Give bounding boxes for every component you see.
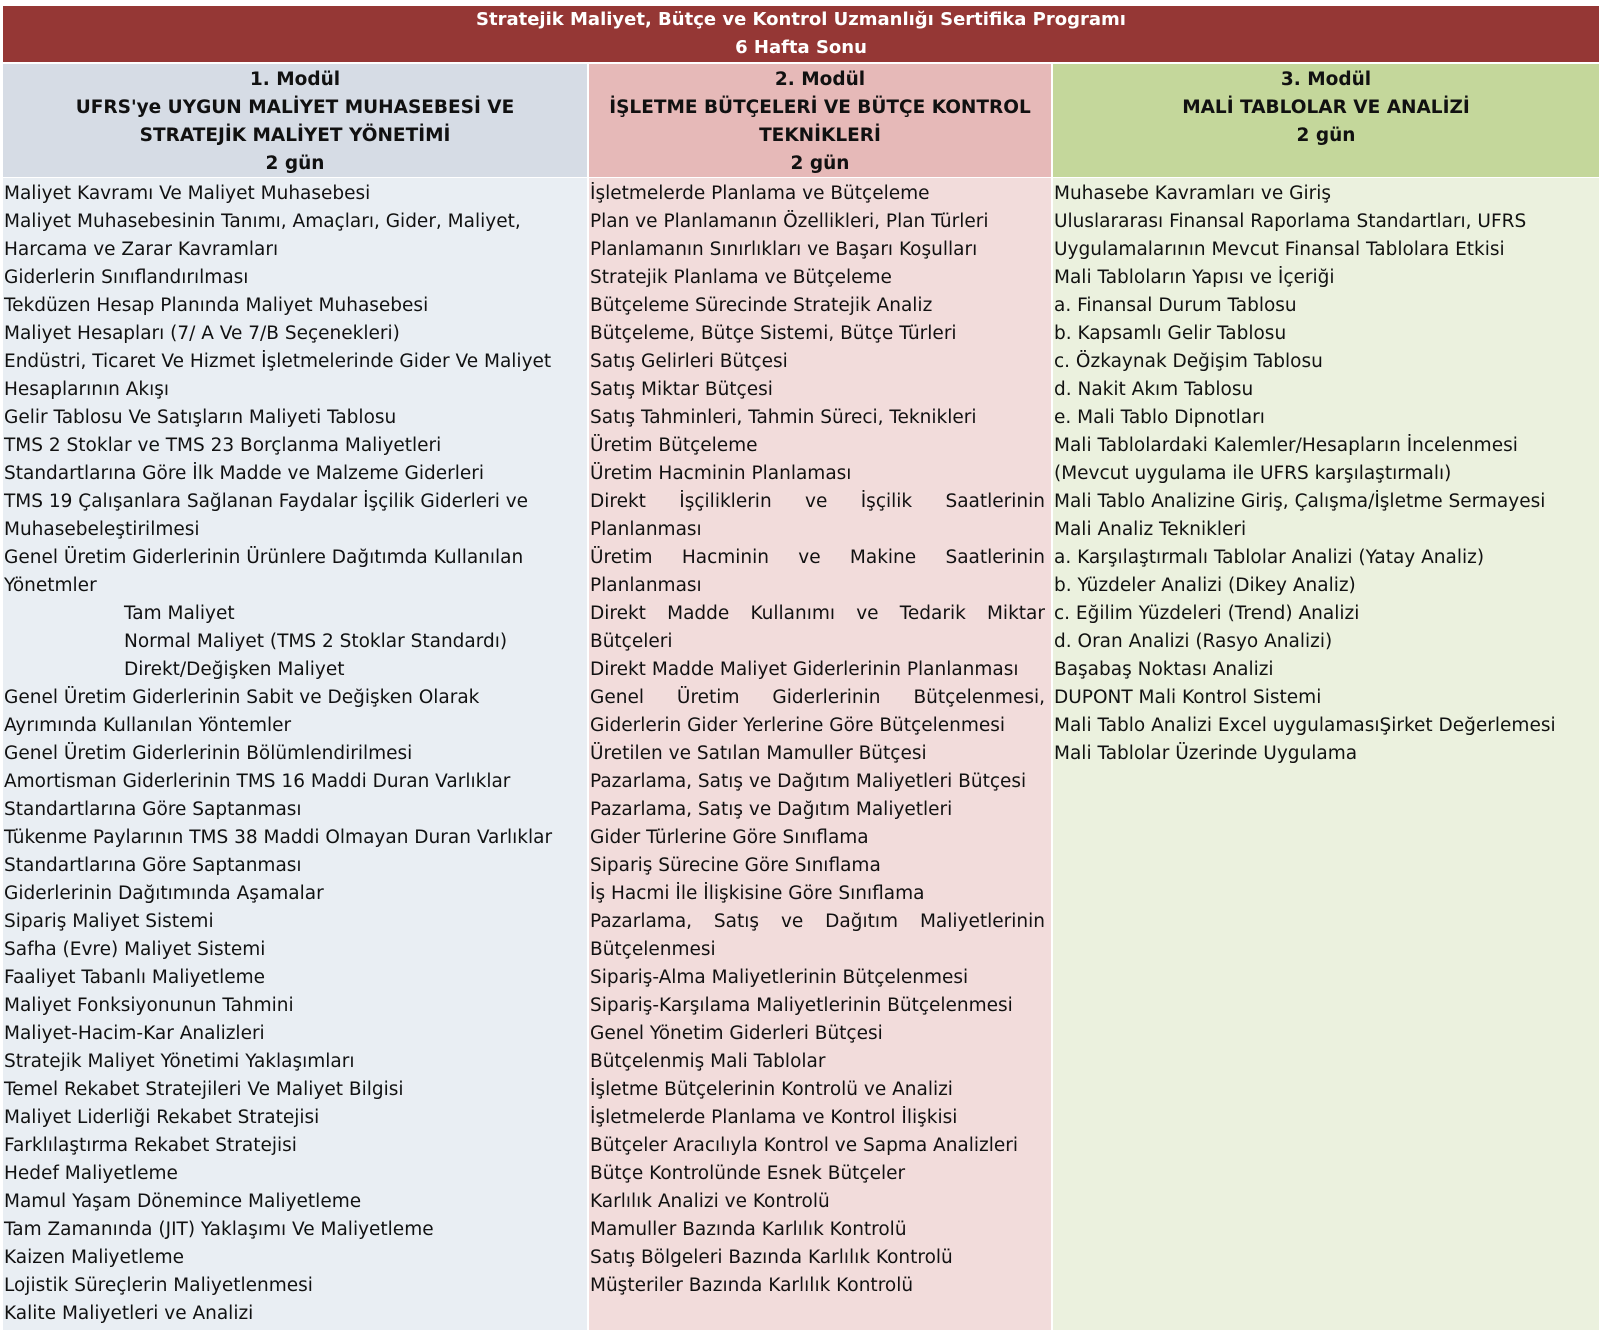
topic-line: Direkt Madde Kullanımı ve Tedarik Miktar bbox=[590, 603, 1045, 624]
topic-line: Bütçelenmesi bbox=[590, 939, 716, 960]
topic-line: Üretim Hacminin Planlaması bbox=[590, 463, 852, 484]
topic-line: Planlamanın Sınırlıkları ve Başarı Koşulları bbox=[590, 239, 978, 260]
topic-line: Genel Yönetim Giderleri Bütçesi bbox=[590, 1023, 883, 1044]
module-3-number: 3. Modül bbox=[1280, 69, 1372, 90]
topic-line: b. Yüzdeler Analizi (Dikey Analiz) bbox=[1054, 575, 1356, 596]
topic-line: Lojistik Süreçlerin Maliyetlenmesi bbox=[4, 1275, 313, 1296]
topic-line: Farklılaştırma Rekabet Stratejisi bbox=[4, 1135, 297, 1156]
topic-line: Harcama ve Zarar Kavramları bbox=[4, 239, 279, 260]
topic-line: Direkt Madde Maliyet Giderlerinin Planlanması bbox=[590, 659, 1019, 680]
topic-line: (Mevcut uygulama ile UFRS karşılaştırmalı) bbox=[1054, 463, 1452, 484]
topic-line: c. Özkaynak Değişim Tablosu bbox=[1054, 351, 1323, 372]
module-1-title-line-1: UFRS'ye UYGUN MALİYET MUHASEBESİ VE bbox=[75, 97, 515, 118]
module-2-topics bbox=[589, 178, 1051, 1330]
topic-line: Pazarlama, Satış ve Dağıtım Maliyetlerinin bbox=[590, 911, 1045, 932]
topic-line: Bütçeler Aracılıyla Kontrol ve Sapma Analizleri bbox=[590, 1135, 1019, 1156]
module-1-number: 1. Modül bbox=[249, 69, 341, 90]
topic-line: Bütçeleme Sürecinde Stratejik Analiz bbox=[590, 295, 933, 316]
module-3-duration: 2 gün bbox=[1296, 125, 1356, 146]
topic-line: Mali Tablo Analizine Giriş, Çalışma/İşletme Sermayesi bbox=[1054, 491, 1546, 512]
module-2-header bbox=[589, 64, 1051, 177]
topic-line: Endüstri, Ticaret Ve Hizmet İşletmelerinde Gider Ve Maliyet bbox=[4, 351, 552, 372]
topic-line: Safha (Evre) Maliyet Sistemi bbox=[4, 939, 266, 960]
topic-line: Stratejik Maliyet Yönetimi Yaklaşımları bbox=[4, 1051, 355, 1072]
program-duration: 6 Hafta Sonu bbox=[735, 37, 867, 58]
topic-line: Kalite Maliyetleri ve Analizi bbox=[4, 1303, 254, 1324]
topic-line: TMS 19 Çalışanlara Sağlanan Faydalar İşçilik Giderleri ve bbox=[4, 491, 529, 512]
topic-line: TMS 2 Stoklar ve TMS 23 Borçlanma Maliyetleri bbox=[4, 435, 442, 456]
topic-line: Satış Tahminleri, Tahmin Süreci, Teknikleri bbox=[590, 407, 977, 428]
topic-line: Sipariş-Alma Maliyetlerinin Bütçelenmesi bbox=[590, 967, 969, 988]
topic-line: a. Finansal Durum Tablosu bbox=[1054, 295, 1297, 316]
module-1-topics bbox=[3, 178, 587, 1330]
topic-line: Bütçeleri bbox=[590, 631, 673, 652]
topic-line: Faaliyet Tabanlı Maliyetleme bbox=[4, 967, 265, 988]
topic-line: Üretim Bütçeleme bbox=[590, 435, 758, 456]
topic-line: Müşteriler Bazında Karlılık Kontrolü bbox=[590, 1275, 914, 1296]
topic-line: Tükenme Paylarının TMS 38 Maddi Olmayan Duran Varlıklar bbox=[4, 827, 553, 848]
topic-line: İşletmelerde Planlama ve Bütçeleme bbox=[590, 183, 930, 204]
topic-line: Mamuller Bazında Karlılık Kontrolü bbox=[590, 1219, 907, 1240]
topic-line: Gelir Tablosu Ve Satışların Maliyeti Tablosu bbox=[4, 407, 397, 428]
module-1-duration: 2 gün bbox=[265, 153, 325, 174]
topic-line: Direkt/Değişken Maliyet bbox=[124, 659, 345, 680]
topic-line: a. Karşılaştırmalı Tablolar Analizi (Yatay Analiz) bbox=[1054, 547, 1485, 568]
topic-line: Planlanması bbox=[590, 575, 702, 596]
topic-line: d. Oran Analizi (Rasyo Analizi) bbox=[1054, 631, 1333, 652]
topic-line: Başabaş Noktası Analizi bbox=[1054, 659, 1274, 680]
topic-line: Maliyet Hesapları (7/ A Ve 7/B Seçenekleri) bbox=[4, 323, 400, 344]
module-2-duration: 2 gün bbox=[790, 153, 850, 174]
topic-line: İşletme Bütçelerinin Kontrolü ve Analizi bbox=[590, 1079, 953, 1100]
topic-line: Maliyet Liderliği Rekabet Stratejisi bbox=[4, 1107, 320, 1128]
topic-line: Stratejik Planlama ve Bütçeleme bbox=[590, 267, 892, 288]
topic-line: Genel Üretim Giderlerinin Bölümlendirilmesi bbox=[4, 743, 413, 764]
topic-line: e. Mali Tablo Dipnotları bbox=[1054, 407, 1265, 428]
topic-line: Genel Üretim Giderlerinin Sabit ve Değişken Olarak bbox=[4, 687, 480, 708]
topic-line: Satış Bölgeleri Bazında Karlılık Kontrolü bbox=[590, 1247, 953, 1268]
topic-line: Direkt İşçiliklerin ve İşçilik Saatlerinin bbox=[590, 491, 1045, 512]
topic-line: Pazarlama, Satış ve Dağıtım Maliyetleri Bütçesi bbox=[590, 771, 1027, 792]
topic-line: İş Hacmi İle İlişkisine Göre Sınıflama bbox=[590, 883, 925, 904]
topic-line: Sipariş-Karşılama Maliyetlerinin Bütçelenmesi bbox=[590, 995, 1013, 1016]
topic-line: Planlanması bbox=[590, 519, 702, 540]
topic-line: Uluslararası Finansal Raporlama Standartları, UFRS bbox=[1054, 211, 1527, 232]
topic-line: Ayrımında Kullanılan Yöntemler bbox=[4, 715, 292, 736]
topic-line: Mali Tabloların Yapısı ve İçeriği bbox=[1054, 267, 1335, 288]
module-1-title-line-2: STRATEJİK MALİYET YÖNETİMİ bbox=[139, 125, 451, 146]
topic-line: Mali Tablolardaki Kalemler/Hesapların İncelenmesi bbox=[1054, 435, 1518, 456]
topic-line: Maliyet Fonksiyonunun Tahmini bbox=[4, 995, 294, 1016]
topic-line: Kaizen Maliyetleme bbox=[4, 1247, 185, 1268]
module-2-title-line-1: İŞLETME BÜTÇELERİ VE BÜTÇE KONTROL bbox=[609, 97, 1031, 118]
topic-line: d. Nakit Akım Tablosu bbox=[1054, 379, 1254, 400]
topic-line: Mali Tablo Analizi Excel uygulamasıŞirket Değerlemesi bbox=[1054, 715, 1556, 736]
topic-line: Mali Tablolar Üzerinde Uygulama bbox=[1054, 743, 1358, 764]
topic-line: Hesaplarının Akışı bbox=[4, 379, 169, 400]
topic-line: Genel Üretim Giderlerinin Bütçelenmesi, bbox=[590, 687, 1045, 708]
topic-line: Bütçelenmiş Mali Tablolar bbox=[590, 1051, 826, 1072]
program-title: Stratejik Maliyet, Bütçe ve Kontrol Uzmanlığı Sertifika Programı bbox=[476, 9, 1126, 30]
topic-line: Standartlarına Göre Saptanması bbox=[4, 799, 302, 820]
topic-line: c. Eğilim Yüzdeleri (Trend) Analizi bbox=[1054, 603, 1360, 624]
module-3-topics bbox=[1053, 178, 1599, 1330]
topic-line: Hedef Maliyetleme bbox=[4, 1163, 178, 1184]
topic-line: Gider Türlerine Göre Sınıflama bbox=[590, 827, 869, 848]
topic-line: Amortisman Giderlerinin TMS 16 Maddi Duran Varlıklar bbox=[4, 771, 511, 792]
topic-line: Üretilen ve Satılan Mamuller Bütçesi bbox=[590, 743, 927, 764]
topic-line: Mali Analiz Teknikleri bbox=[1054, 519, 1247, 540]
topic-line: Bütçeleme, Bütçe Sistemi, Bütçe Türleri bbox=[590, 323, 957, 344]
topic-line: İşletmelerde Planlama ve Kontrol İlişkisi bbox=[590, 1107, 958, 1128]
topic-line: Maliyet Kavramı Ve Maliyet Muhasebesi bbox=[4, 183, 371, 204]
topic-line: Maliyet Muhasebesinin Tanımı, Amaçları, Gider, Maliyet, bbox=[4, 211, 521, 232]
topic-line: Pazarlama, Satış ve Dağıtım Maliyetleri bbox=[590, 799, 953, 820]
topic-line: Genel Üretim Giderlerinin Ürünlere Dağıtımda Kullanılan bbox=[4, 547, 524, 568]
topic-line: Giderlerin Sınıflandırılması bbox=[4, 267, 249, 288]
topic-line: Muhasebe Kavramları ve Giriş bbox=[1054, 183, 1332, 204]
topic-line: Muhasebeleştirilmesi bbox=[4, 519, 200, 540]
topic-line: Tam Zamanında (JIT) Yaklaşımı Ve Maliyetleme bbox=[4, 1219, 434, 1240]
topic-line: Uygulamalarının Mevcut Finansal Tablolara Etkisi bbox=[1054, 239, 1505, 260]
topic-line: b. Kapsamlı Gelir Tablosu bbox=[1054, 323, 1287, 344]
topic-line: Sipariş Maliyet Sistemi bbox=[4, 911, 214, 932]
topic-line: Giderlerin Gider Yerlerine Göre Bütçelenmesi bbox=[590, 715, 1006, 736]
program-banner bbox=[3, 6, 1599, 62]
topic-line: Tam Maliyet bbox=[124, 603, 235, 624]
topic-line: Standartlarına Göre İlk Madde ve Malzeme Giderleri bbox=[4, 463, 485, 484]
topic-line: DUPONT Mali Kontrol Sistemi bbox=[1054, 687, 1322, 708]
topic-line: Satış Gelirleri Bütçesi bbox=[590, 351, 788, 372]
topic-line: Temel Rekabet Stratejileri Ve Maliyet Bilgisi bbox=[4, 1079, 404, 1100]
module-3-header bbox=[1053, 64, 1599, 177]
topic-line: Bütçe Kontrolünde Esnek Bütçeler bbox=[590, 1163, 906, 1184]
module-2-number: 2. Modül bbox=[774, 69, 866, 90]
topic-line: Mamul Yaşam Dönemince Maliyetleme bbox=[4, 1191, 362, 1212]
topic-line: Standartlarına Göre Saptanması bbox=[4, 855, 302, 876]
topic-line: Maliyet-Hacim-Kar Analizleri bbox=[4, 1023, 265, 1044]
module-2-title-line-2: TEKNİKLERİ bbox=[759, 125, 881, 146]
module-1-header bbox=[3, 64, 587, 177]
module-3-title: MALİ TABLOLAR VE ANALİZİ bbox=[1182, 97, 1470, 118]
topic-line: Üretim Hacminin ve Makine Saatlerinin bbox=[590, 547, 1045, 568]
topic-line: Satış Miktar Bütçesi bbox=[590, 379, 773, 400]
topic-line: Tekdüzen Hesap Planında Maliyet Muhasebesi bbox=[4, 295, 429, 316]
topic-line: Normal Maliyet (TMS 2 Stoklar Standardı) bbox=[124, 631, 508, 652]
topic-line: Yönetmler bbox=[4, 575, 97, 596]
topic-line: Karlılık Analizi ve Kontrolü bbox=[590, 1191, 830, 1212]
topic-line: Giderlerinin Dağıtımında Aşamalar bbox=[4, 883, 324, 904]
topic-line: Sipariş Sürecine Göre Sınıflama bbox=[590, 855, 881, 876]
topic-line: Plan ve Planlamanın Özellikleri, Plan Türleri bbox=[590, 211, 989, 232]
